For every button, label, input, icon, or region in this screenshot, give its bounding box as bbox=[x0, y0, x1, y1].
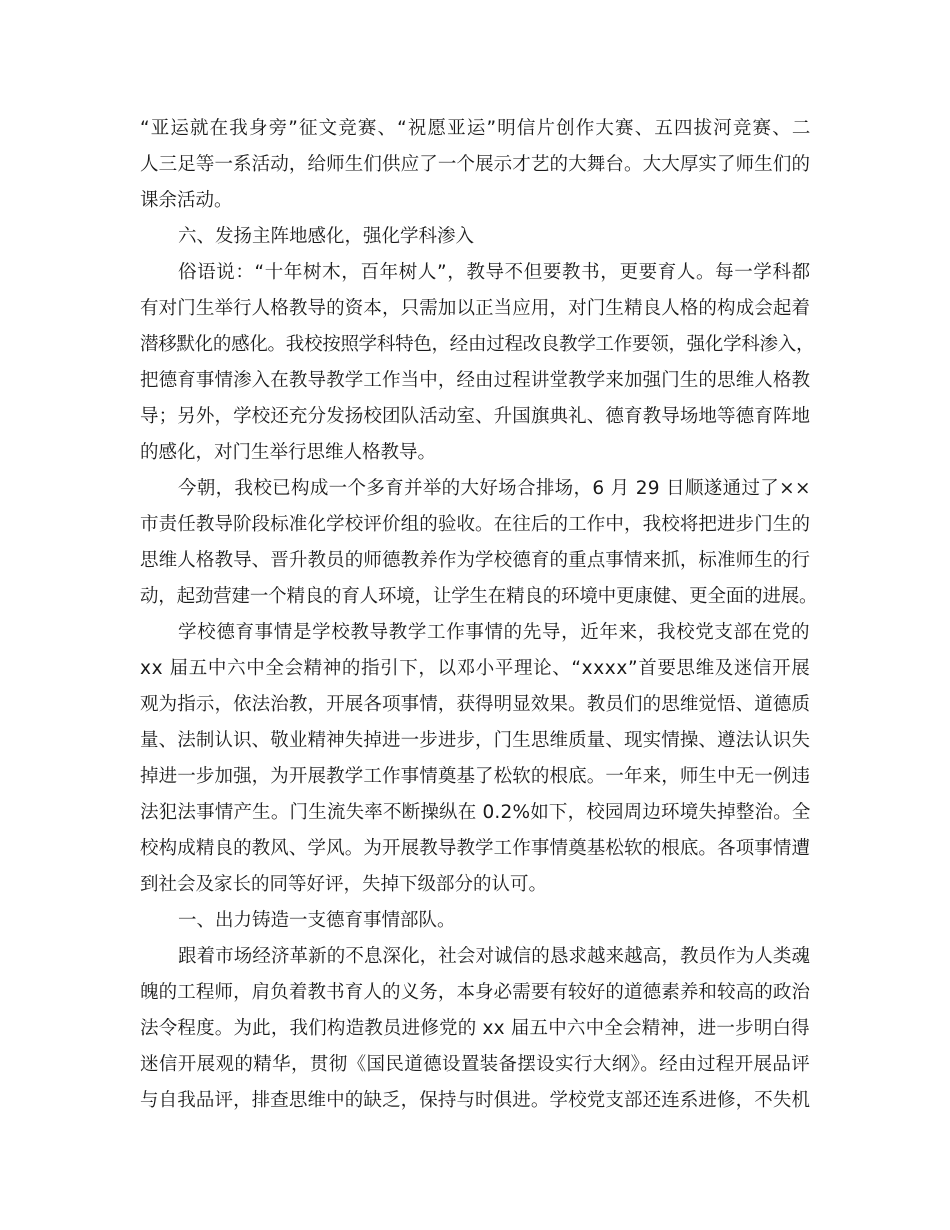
text-line: 观为指示，依法治教，开展各项事情，获得明显效果。教员们的思维觉悟、道德质 bbox=[140, 694, 811, 715]
text-line: 课余活动。 bbox=[140, 190, 233, 211]
text-line: 市责任教导阶段标准化学校评价组的验收。在往后的工作中，我校将把进步门生的 bbox=[140, 514, 811, 535]
text-line: 法令程度。为此，我们构造教员进修党的 xx 届五中六中全会精神，进一步明白得 bbox=[140, 1018, 810, 1039]
text-line: 动，起劲营建一个精良的育人环境，让学生在精良的环境中更康健、更全面的进展。 bbox=[140, 586, 818, 607]
text-line: xx 届五中六中全会精神的指引下，以邓小平理论、“xxxx”首要思维及迷信开展 bbox=[140, 658, 811, 679]
text-line: 有对门生举行人格教导的资本，只需加以正当应用，对门生精良人格的构成会起着 bbox=[140, 298, 811, 319]
text-line: 迷信开展观的精华，贯彻《国民道德设置装备摆设实行大纲》。经由过程开展品评 bbox=[140, 1054, 811, 1075]
text-line: 量、法制认识、敬业精神失掉进一步进步，门生思维质量、现实情操、遵法认识失 bbox=[140, 730, 811, 751]
section-heading: 六、发扬主阵地感化，强化学科渗入 bbox=[178, 226, 475, 247]
text-line: 掉进一步加强，为开展教学工作事情奠基了松软的根底。一年来，师生中无一例违 bbox=[140, 766, 811, 787]
text-line: 与自我品评，排查思维中的缺乏，保持与时俱进。学校党支部还连系进修，不失机 bbox=[140, 1090, 811, 1111]
text-line: 今朝，我校已构成一个多育并举的大好场合排场，6 月 29 日顺遂通过了×× bbox=[178, 478, 811, 499]
text-line: 跟着市场经济革新的不息深化，社会对诚信的恳求越来越高，教员作为人类魂 bbox=[178, 946, 811, 967]
text-line: “亚运就在我身旁”征文竞赛、“祝愿亚运”明信片创作大赛、五四拔河竞赛、二 bbox=[140, 118, 812, 139]
text-line: 校构成精良的教风、学风。为开展教导教学工作事情奠基松软的根底。各项事情遭 bbox=[140, 838, 811, 859]
text-line: 俗语说：“十年树木，百年树人”，教导不但要教书，更要育人。每一学科都 bbox=[178, 262, 811, 283]
text-line: 导；另外，学校还充分发扬校团队活动室、升国旗典礼、德育教导场地等德育阵地 bbox=[140, 406, 811, 427]
text-line: 的感化，对门生举行思维人格教导。 bbox=[140, 442, 437, 463]
text-line: 魄的工程师，肩负着教书育人的义务，本身必需要有较好的道德素养和较高的政治 bbox=[140, 982, 811, 1003]
text-line: 潜移默化的感化。我校按照学科特色，经由过程改良教学工作要领，强化学科渗入， bbox=[140, 334, 815, 355]
text-line: 思维人格教导、晋升教员的师德教养作为学校德育的重点事情来抓，标准师生的行 bbox=[140, 550, 811, 571]
text-line: 法犯法事情产生。门生流失率不断操纵在 0.2%如下，校园周边环境失掉整治。全 bbox=[140, 802, 811, 823]
section-heading: 一、出力铸造一支德育事情部队。 bbox=[178, 910, 456, 931]
text-line: 把德育事情渗入在教导教学工作当中，经由过程讲堂教学来加强门生的思维人格教 bbox=[140, 370, 811, 391]
text-line: 到社会及家长的同等好评，失掉下级部分的认可。 bbox=[140, 874, 548, 895]
text-line: 人三足等一系活动，给师生们供应了一个展示才艺的大舞台。大大厚实了师生们的 bbox=[140, 154, 811, 175]
text-line: 学校德育事情是学校教导教学工作事情的先导，近年来，我校党支部在党的 bbox=[178, 622, 811, 643]
